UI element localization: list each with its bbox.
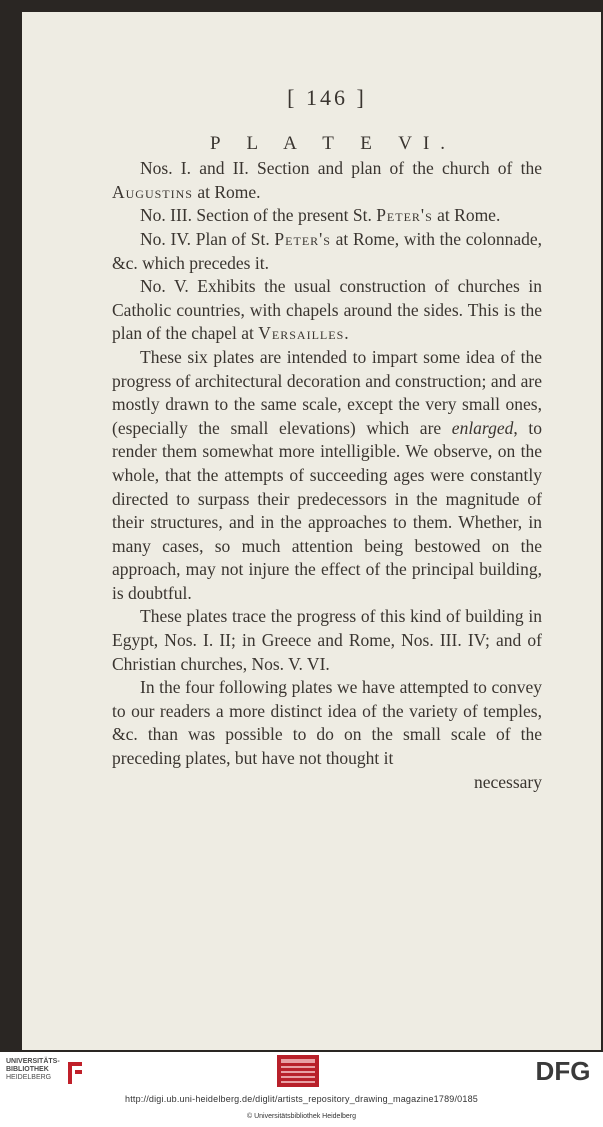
page-number: [ 146 ] (287, 85, 367, 110)
paragraph-3: No. IV. Plan of St. Peter's at Rome, with the colonnade, &c. which precedes it. (112, 228, 542, 273)
paragraph-7: In the four following plates we have attempted to convey to our readers a more distinct idea of the variety of temples, &c. than was possible to do on the small scale of the preceding plates, but have not thought it (112, 677, 542, 769)
university-name-line3: HEIDELBERG (6, 1074, 52, 1081)
university-mark-icon (64, 1060, 86, 1086)
svg-text:DFG: DFG (535, 1056, 591, 1084)
paragraph-4: No. V. Exhibits the usual construction of churches in Catholic countries, with chapels around the sides. This is the plan of the chapel at Versailles. (112, 276, 542, 344)
page-text (112, 86, 542, 794)
plate-heading: P L A T E VI. (209, 132, 457, 154)
university-logo[interactable] (6, 1058, 90, 1082)
heidelberg-digital-logo[interactable] (277, 1055, 319, 1087)
footer-bar (0, 1052, 603, 1127)
university-name-line1: UNIVERSITÄTS- (6, 1058, 60, 1065)
paragraph-5: These six plates are intended to impart some idea of the progress of architectural decoration and construction; and are mostly drawn to the same scale, except the very small ones, (especially the small elevations) which are enlarged, to render them somewhat more intelligible. We observe, on the whole, that the attempts of succeeding ages were constantly directed to surpass their predecessors in the magnitude of their structures, and in the approaches to them. Whether, in many cases, so much attention being bestowed on the approach, may not injure the effect of the principal building, is doubtful. (112, 346, 542, 603)
paragraph-1: Nos. I. and II. Section and plan of the church of the Augustins at Rome. (112, 158, 542, 202)
source-url[interactable]: http://digi.ub.uni-heidelberg.de/diglit/artists_repository_drawing_magazine1789/0185 (124, 1094, 479, 1104)
paragraph-2: No. III. Section of the present St. Peter's at Rome. (140, 205, 501, 226)
paragraph-6: These plates trace the progress of this kind of building in Egypt, Nos. I. II; in Greece and Rome, Nos. III. IV; and of Christian churches, Nos. V. VI. (112, 606, 542, 674)
dfg-logo[interactable] (528, 1056, 598, 1084)
university-name-line2: BIBLIOTHEK (6, 1066, 49, 1073)
copyright-notice: © Universitätsbibliothek Heidelberg (246, 1113, 357, 1120)
digital-library-icon (277, 1055, 319, 1087)
catchword: necessary (473, 771, 542, 792)
